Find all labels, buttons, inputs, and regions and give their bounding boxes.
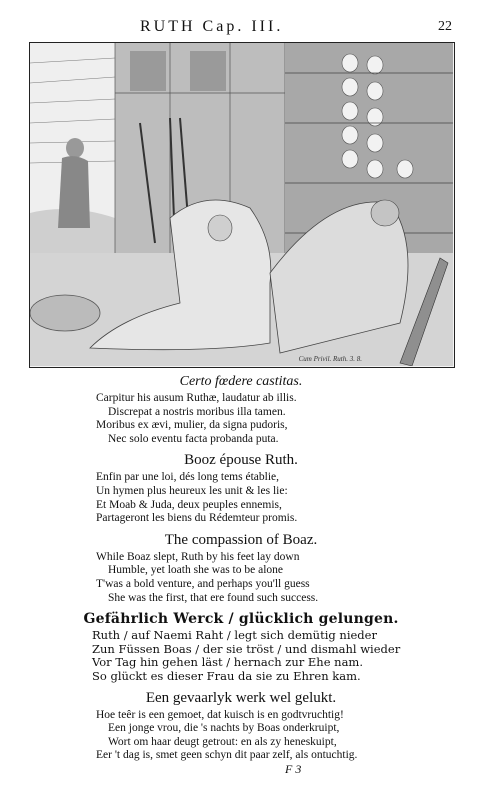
- stanza-german: [0, 629, 482, 683]
- engraving-signature: Cum Privil. Ruth. 3. 8.: [298, 355, 362, 363]
- verse-line: T'was a bold venture, and perhaps you'll guess: [96, 577, 310, 590]
- verse-line: Nec solo eventu facta probanda puta.: [108, 432, 279, 445]
- verse-line: Eer 't dag is, smet geen schyn dit paar zelf, als ontuchtig.: [96, 749, 358, 762]
- stanza-dutch: [0, 709, 482, 763]
- verse-line: Hoe teêr is een gemoet, dat kuisch is en godtvruchtig!: [96, 708, 344, 721]
- engraving-drawing: [30, 43, 453, 366]
- running-title: RUTH Cap. III.: [140, 18, 284, 35]
- verse-line: While Boaz slept, Ruth by his feet lay down: [96, 550, 300, 563]
- verse-line: Carpitur his ausum Ruthæ, laudatur ab illis.: [96, 392, 297, 404]
- heading-latin: Certo fœdere castitas.: [179, 374, 303, 389]
- verse-line: So glückt es dieser Frau da sie zu Ehren kam.: [92, 668, 361, 683]
- verse-line: Vor Tag hin gehen läst / hernach zur Ehe nam.: [92, 655, 363, 670]
- heading-french: Booz épouse Ruth.: [184, 452, 298, 469]
- heading-german: Gefährlich Werck / glücklich gelungen.: [83, 611, 399, 628]
- stanza-latin: [0, 392, 482, 446]
- verse-line: Discrepat a nostris moribus illa tamen.: [108, 405, 286, 418]
- page-number: 22: [438, 19, 452, 34]
- verse-line: Partageront les biens du Rédemteur promis.: [96, 512, 298, 525]
- verse-line: Moribus ex ævi, mulier, da signa pudoris,: [96, 419, 288, 432]
- stanza-french: [0, 471, 482, 525]
- heading-english: The compassion of Boaz.: [164, 531, 318, 548]
- verse-line: Un hymen plus heureux les unit & les lie:: [96, 484, 288, 497]
- verse-line: Enfin par une loi, dés long tems établie,: [96, 471, 279, 484]
- verse-line: Een jonge vrou, die 's nachts by Boas onderkruipt,: [108, 722, 340, 735]
- page-header: [0, 18, 482, 40]
- signature-mark: F 3: [285, 762, 302, 776]
- verse-content: [0, 372, 482, 769]
- verse-line: Ruth / auf Naemi Raht / legt sich demütig nieder: [92, 628, 377, 643]
- verse-line: She was the first, that ere found such success.: [108, 591, 319, 604]
- verse-line: Zun Füssen Boas / der sie tröst / und dismahl wieder: [92, 641, 401, 656]
- heading-dutch: Een gevaarlyk werk wel gelukt.: [145, 689, 337, 706]
- engraving-illustration: [29, 42, 455, 368]
- verse-line: Wort om haar deugt getrout: en als zy heneskuipt,: [108, 735, 337, 748]
- stanza-english: [0, 551, 482, 605]
- verse-line: Et Moab & Juda, deux peuples ennemis,: [96, 498, 282, 511]
- verse-line: Humble, yet loath she was to be alone: [108, 564, 284, 577]
